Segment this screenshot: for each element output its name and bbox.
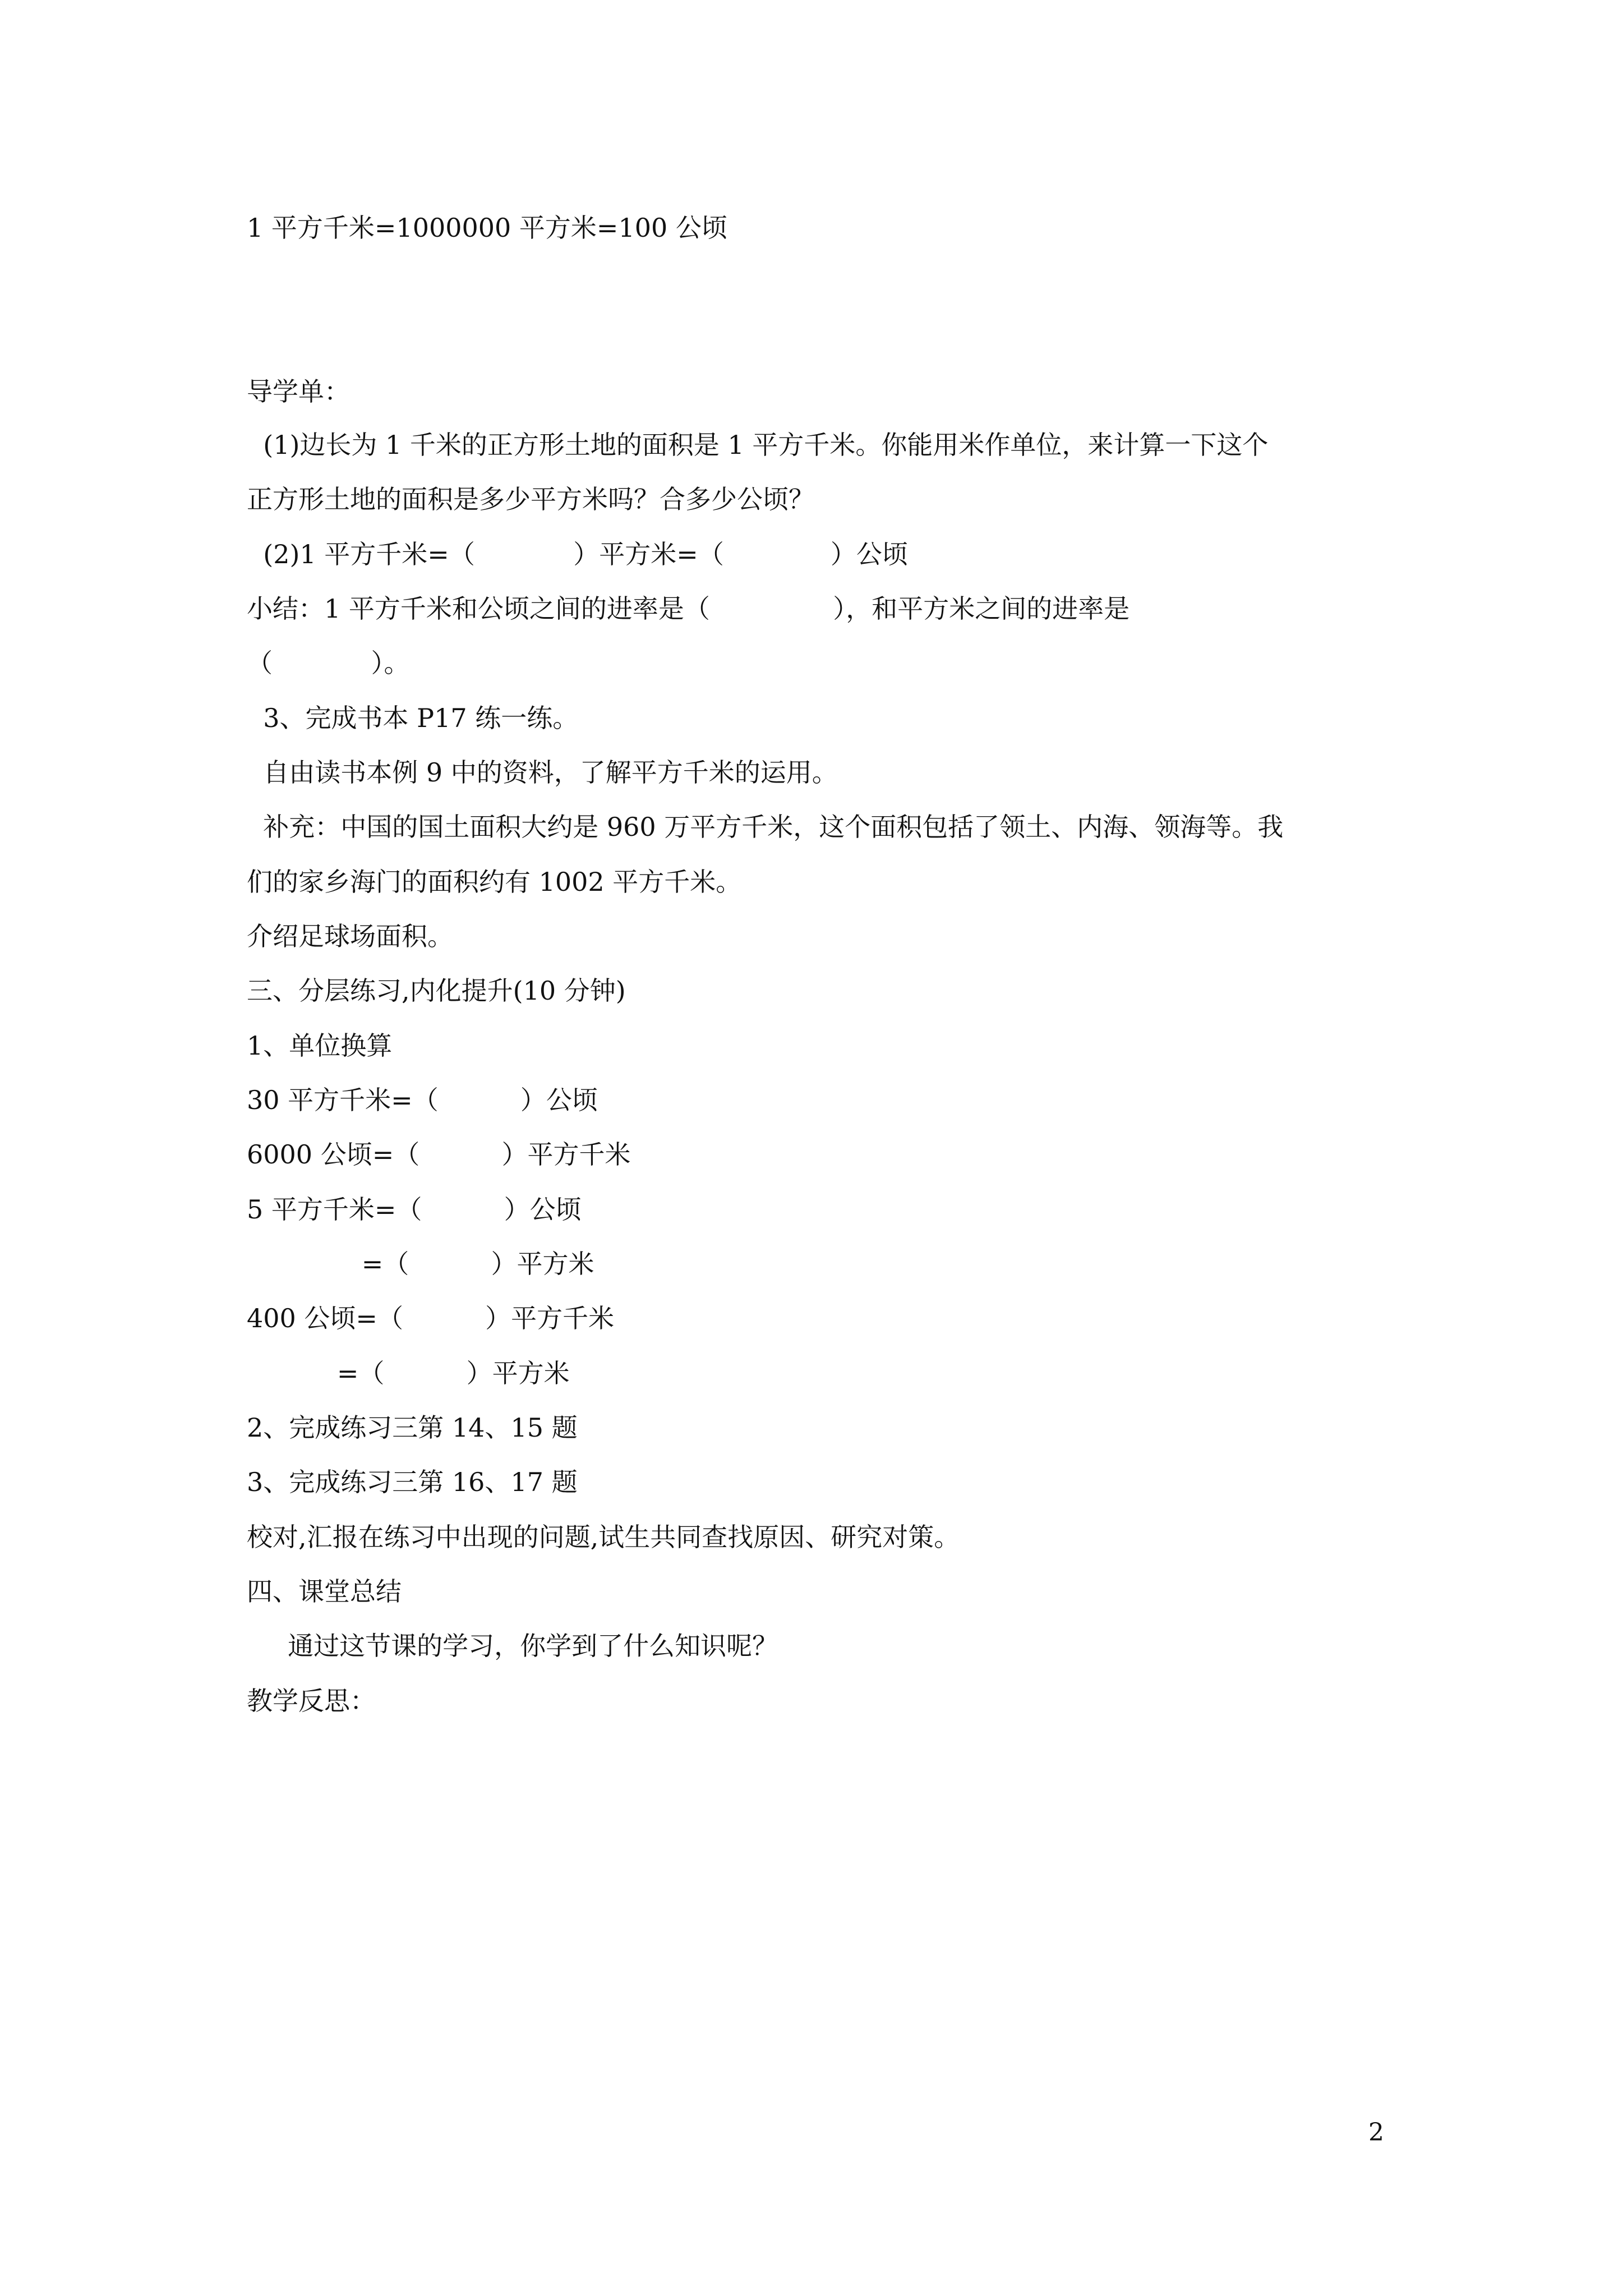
supplement-line-1: 补充：中国的国土面积大约是 960 万平方千米，这个面积包括了领土、内海、领海等。我 xyxy=(247,812,1284,842)
conversion-exercise-4-continued: =（ ）平方米 xyxy=(247,1358,570,1388)
unit-conversion-heading: 1、单位换算 xyxy=(247,1030,393,1061)
guide-sheet-heading: 导学单： xyxy=(247,376,350,407)
teaching-reflection-label: 教学反思： xyxy=(247,1686,376,1716)
guide-question-1-line-1: (1)边长为 1 千米的正方形土地的面积是 1 平方千米。你能用米作单位，来计算一下这个 xyxy=(247,430,1269,460)
conversion-exercise-4: 400 公顷=（ ）平方千米 xyxy=(247,1303,615,1333)
correction-note: 校对,汇报在练习中出现的问题,试生共同查找原因、研究对策。 xyxy=(247,1522,960,1552)
page-number: 2 xyxy=(1368,2118,1384,2147)
area-conversion-summary: 1 平方千米=1000000 平方米=100 公顷 xyxy=(247,213,727,243)
summary-line-2: （ ）。 xyxy=(247,648,410,678)
conversion-exercise-1: 30 平方千米=（ ）公顷 xyxy=(247,1085,598,1115)
supplement-line-2: 们的家乡海门的面积约有 1002 平方千米。 xyxy=(247,867,742,897)
exercise-14-15: 2、完成练习三第 14、15 题 xyxy=(247,1412,578,1443)
football-field-note: 介绍足球场面积。 xyxy=(247,921,453,951)
conversion-exercise-3-continued: =（ ）平方米 xyxy=(247,1249,594,1279)
section-3-heading: 三、分层练习,内化提升(10 分钟) xyxy=(247,976,626,1006)
practice-instruction: 3、完成书本 P17 练一练。 xyxy=(247,703,579,733)
reading-instruction: 自由读书本例 9 中的资料，了解平方千米的运用。 xyxy=(247,757,838,788)
conversion-exercise-2: 6000 公顷=（ ）平方千米 xyxy=(247,1139,631,1170)
guide-question-2: (2)1 平方千米=（ ）平方米=（ ）公顷 xyxy=(247,539,908,569)
summary-line-1: 小结：1 平方千米和公顷之间的进率是（ ），和平方米之间的进率是 xyxy=(247,593,1130,624)
class-summary-question: 通过这节课的学习，你学到了什么知识呢？ xyxy=(247,1631,778,1661)
guide-question-1-line-2: 正方形土地的面积是多少平方米吗？合多少公顷？ xyxy=(247,484,814,514)
conversion-exercise-3: 5 平方千米=（ ）公顷 xyxy=(247,1194,582,1225)
exercise-16-17: 3、完成练习三第 16、17 题 xyxy=(247,1467,578,1497)
section-4-heading: 四、课堂总结 xyxy=(247,1576,402,1607)
